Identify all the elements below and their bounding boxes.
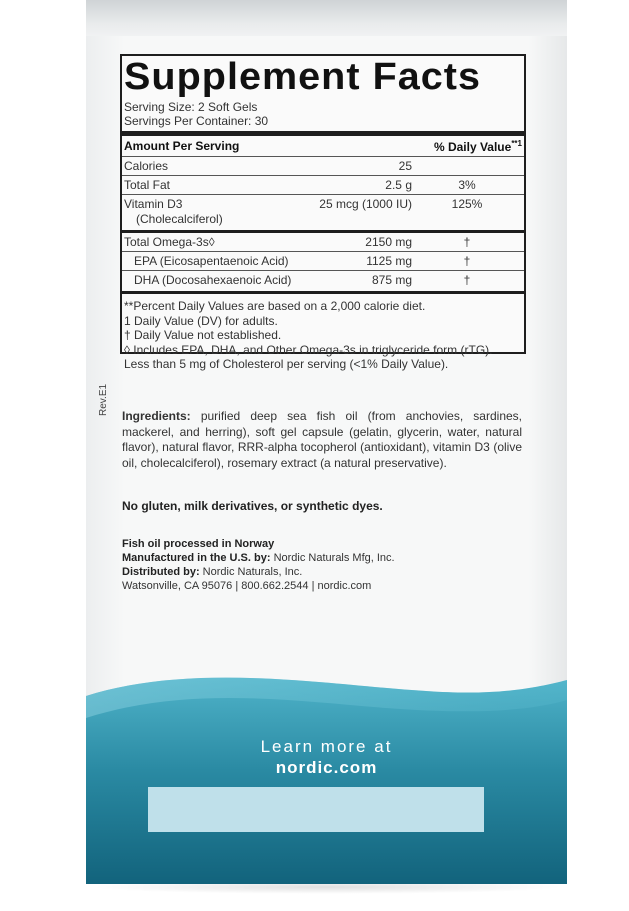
nutrient-dv: 125% [451,197,483,211]
ingredients-text [122,409,522,471]
facts-row-epa [122,251,524,270]
lot-code-box [148,787,484,832]
nutrient-amount: 1125 mg [366,254,412,268]
header-amount: Amount Per Serving [124,139,240,153]
nutrient-amount: 25 [398,159,412,173]
nutrient-dv: † [463,235,471,249]
supplement-facts-panel [120,54,526,371]
promo-line: Learn more at [260,737,393,756]
nutrient-dv: † [463,254,471,268]
facts-row-total-fat [122,175,524,194]
nutrient-amount: 2150 mg [365,235,412,249]
package-back-panel [86,36,567,884]
serving-size: Serving Size: 2 Soft Gels [124,100,258,114]
nutrient-amount: 875 mg [371,273,412,287]
facts-row-vitamin-d3 [122,194,524,228]
nutrient-dv: † [463,273,471,287]
promo-text [86,736,567,778]
nutrient-dv: 3% [458,178,476,192]
facts-row-total-omega3 [122,233,524,251]
nutrient-name: DHA (Docosahexaenoic Acid) [134,273,292,287]
facts-header-row [122,136,524,156]
ingredients-label: Ingredients: [122,409,191,423]
mfg-label: Manufactured in the U.S. by: [122,552,271,564]
origin-info [122,537,395,593]
dist-value: Nordic Naturals, Inc. [199,566,303,578]
origin-line: Fish oil processed in Norway [122,538,275,550]
ingredients-list: purified deep sea fish oil (from anchovies, sardines, mackerel, and herring), soft gel capsule (gelatin, glycerin, water, natural flavor), natural flavor, RRR-alpha tocopherol (antioxidant), vitamin D3 (olive oil, cholecalciferol), rosemary extract (a natural preservative). [122,409,522,470]
address-line: Watsonville, CA 95076 | 800.662.2544 | nordic.com [122,580,372,592]
panel-title: Supplement Facts [124,56,482,98]
nutrient-name: Total Omega-3s◊ [124,235,215,249]
header-daily-value: % Daily Value$^{**1}$ [433,139,522,154]
box-top-edge [86,0,567,40]
free-of-statement: No gluten, milk derivatives, or synthetic dyes. [122,499,383,513]
footnote: ◊ Includes EPA, DHA, and Other Omega-3s in triglyceride form (rTG). [124,342,493,357]
nutrient-amount: 2.5 g [385,178,412,192]
nutrient-subname: (Cholecalciferol) [136,212,223,226]
footnote: **Percent Daily Values are based on a 2,000 calorie diet. [124,299,426,313]
facts-row-calories [122,156,524,175]
mfg-value: Nordic Naturals Mfg, Inc. [270,552,395,564]
facts-footnotes [122,294,524,372]
footnote: 1 Daily Value (DV) for adults. [124,313,278,328]
footnote: † Daily Value not established. [124,328,282,342]
nutrient-name: Vitamin D3 (Cholecalciferol) [124,197,302,227]
footnote: Less than 5 mg of Cholesterol per serving (<1% Daily Value). [124,357,449,371]
nutrient-name: Calories [124,159,169,173]
nutrient-amount: 25 mcg (1000 IU) [319,197,412,211]
servings-per-container: Servings Per Container: 30 [124,114,269,128]
nutrient-dv [412,159,522,174]
revision-label: Rev.E1 [98,383,109,416]
nutrient-name: EPA (Eicosapentaenoic Acid) [134,254,289,268]
dist-label: Distributed by: [122,566,200,578]
promo-url: nordic.com [275,758,378,777]
nutrient-name: Total Fat [124,178,171,192]
facts-row-dha [122,270,524,289]
